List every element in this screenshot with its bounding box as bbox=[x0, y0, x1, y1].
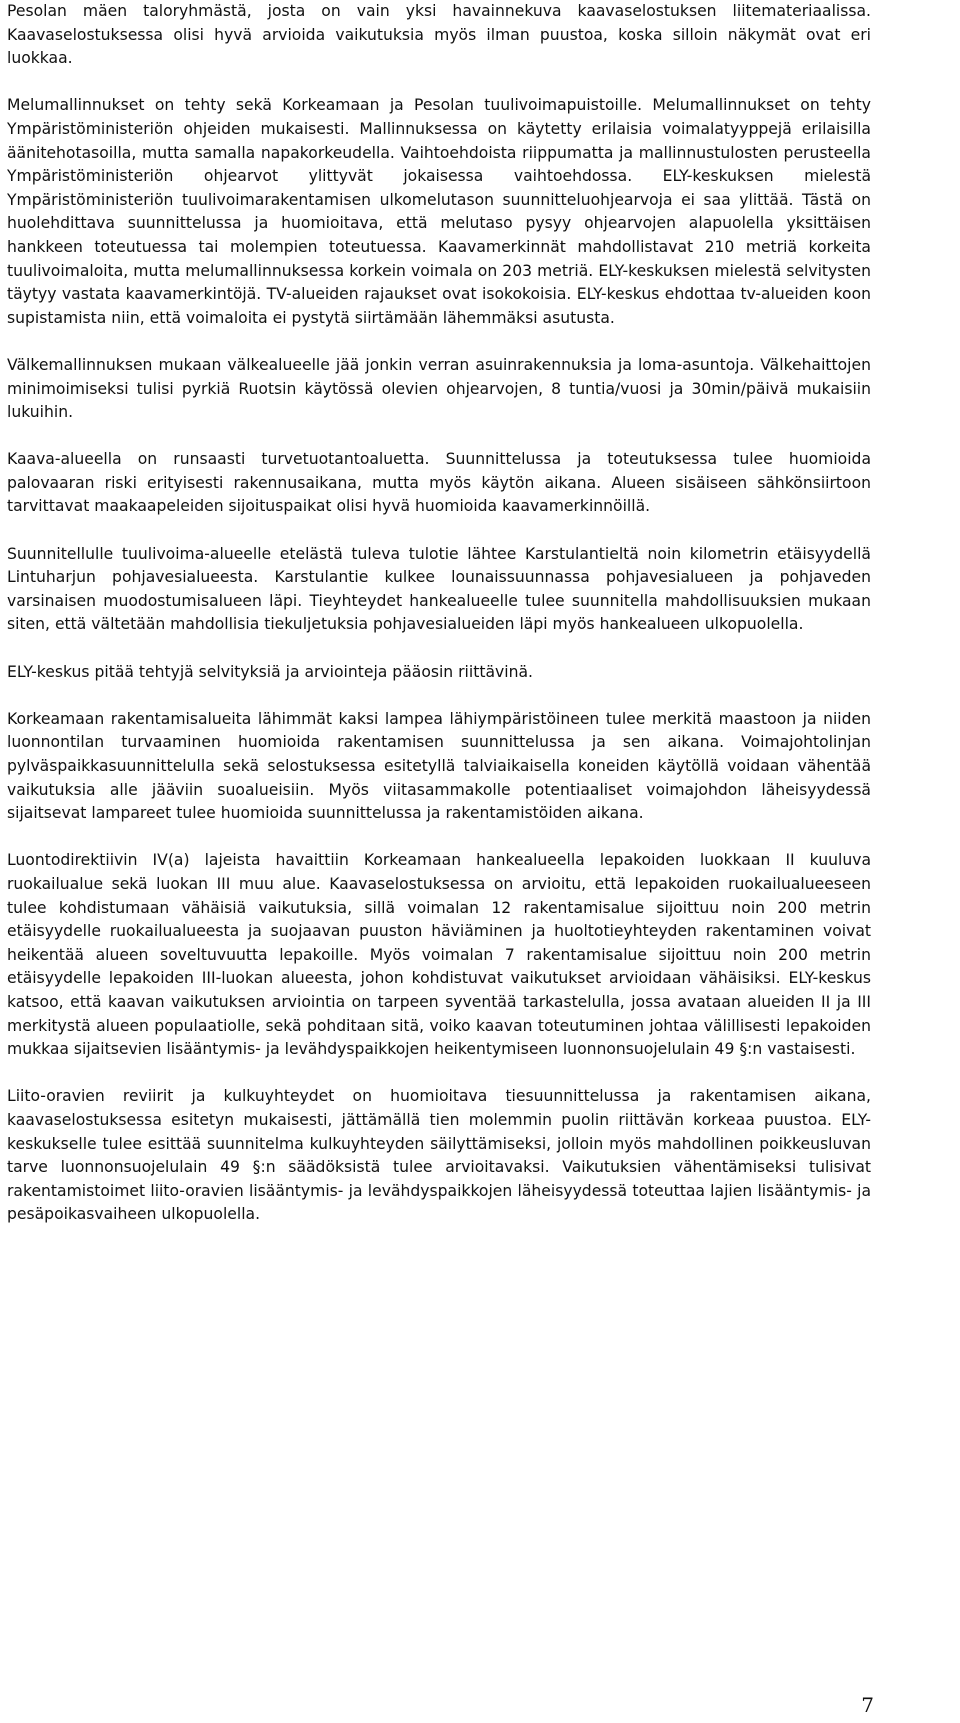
paragraph-groundwater: Suunnitellulle tuulivoima-alueelle etelästä tuleva tulotie lähtee Karstulantieltä noin kilometrin etäisyydellä Lintuharjun pohjavesialueesta. Karstulantie kulkee lounaissuunnassa pohjavesialueen ja pohjaveden varsinaisen muodostumisalueen läpi. Tieyhteydet hankealueelle tulee suunnitella mahdollisuuksien mukaan siten, että vältetään mahdollisia tiekuljetuksia pohjavesialueiden läpi myös hankealueen ulkopuolella. bbox=[7, 544, 871, 634]
paragraph-ponds: Korkeamaan rakentamisalueita lähimmät kaksi lampea lähiympäristöineen tulee merkitä maastoon ja niiden luonnontilan turvaaminen huomioida rakentamisen suunnittelussa ja sen aikana. Voimajohtolinjan pylväspaikkasuunnittelulla sekä selostuksessa esitetyllä talviaikaisella koneiden käytöllä voidaan vähentää vaikutuksia alle jääviin suoalueisiin. Myös viitasammakolle potentiaaliset voimajohdon läheisyydessä sijaitsevat lampareet tulee huomioida suunnittelussa ja rakentamistöiden aikana. bbox=[7, 709, 871, 823]
paragraph-bats: Luontodirektiivin IV(a) lajeista havaittiin Korkeamaan hankealueella lepakoiden luokkaan II kuuluva ruokailualue sekä luokan III muu alue. Kaavaselostuksessa on arvioitu, että lepakoiden ruokailualueeseen tulee kohdistumaan vähäisiä vaikutuksia, sillä voimalan 12 rakentamisalue sijoittuu noin 200 metrin etäisyydelle ruokailualueesta ja suojaavan puuston häviäminen ja huoltotieyhteyden rakentaminen voivat heikentää alueen soveltuvuutta lepakoille. Myös voimalan 7 rakentamisalue sijoittuu noin 200 metrin etäisyydelle lepakoiden III-luokan alueesta, johon kohdistuvat vaikutukset arvioidaan vähäisiksi. ELY-keskus katsoo, että kaavan vaikutuksen arviointia on tarpeen syventää tarkastelulla, jossa avataan alueiden II ja III merkitystä alueen populaatiolle, sekä pohditaan sitä, voiko kaavan toteutuminen johtaa välillisesti lepakoiden mukkaa sijaitsevien lisääntymis- ja levähdyspaikkojen heikentymiseen luonnonsuojelulain 49 §:n vastaisesti. bbox=[7, 851, 871, 1059]
paragraph-landscape: Pesolan mäen taloryhmästä, josta on vain yksi havainnekuva kaavaselostuksen liitemateriaalissa. Kaavaselostuksessa olisi hyvä arvioida vaikutuksia myös ilman puustoa, koska silloin näkymät ovat eri luokkaa. bbox=[7, 2, 871, 68]
paragraph-flying-squirrels: Liito-oravien reviirit ja kulkuyhteydet on huomioitava tiesuunnittelussa ja rakentamisen aikana, kaavaselostuksessa esitetyn mukaisesti, jättämällä tien molemmin puolin riittävän korkeaa puustoa. ELY-keskukselle tulee esittää suunnitelma kulkuyhteyden säilyttämiseksi, jolloin myös mahdollinen poikkeusluvan tarve luonnonsuojelulain 49 §:n säädöksistä tulee arvioitavaksi. Vaikutuksien vähentämiseksi tulisivat rakentamistoimet liito-oravien lisääntymis- ja levähdyspaikkojen läheisyydessä toteuttaa lajien lisääntymis- ja pesäpoikasvaiheen ulkopuolella. bbox=[7, 1087, 871, 1224]
paragraph-surveys: ELY-keskus pitää tehtyjä selvityksiä ja arviointeja pääosin riittävinä. bbox=[7, 662, 533, 681]
paragraph-noise: Melumallinnukset on tehty sekä Korkeamaan ja Pesolan tuulivoimapuistoille. Melumallinnukset on tehty Ympäristöministeriön ohjeiden mukaisesti. Mallinnuksessa on käytetty erilaisia voimalatyyppejä erilaisilla äänitehotasoilla, mutta samalla napakorkeudella. Vaihtoehdoista riippumatta ja mallinnustulosten perusteella Ympäristöministeriön ohjearvot ylittyvät jokaisessa vaihtoehdossa. ELY-keskuksen mielestä Ympäristöministeriön tuulivoimarakentamisen ulkomelutason suunnitteluohjearvoja ei saa ylittää. Tästä on huolehdittava suunnittelussa ja huomioitava, että melutaso pysyy ohjearvojen alapuolella yksittäisen hankkeen toteutuessa tai molempien toteutuessa. Kaavamerkinnät mahdollistavat 210 metriä korkeita tuulivoimaloita, mutta melumallinnuksessa korkein voimala on 203 metriä. ELY-keskuksen mielestä selvitysten täytyy vastata kaavamerkintöjä. TV-alueiden rajaukset ovat isokokoisia. ELY-keskus ehdottaa tv-alueiden koon supistamista niin, että voimaloita ei pystytä siirtämään lähemmäksi asutusta. bbox=[7, 96, 871, 327]
paragraph-flicker: Välkemallinnuksen mukaan välkealueelle jää jonkin verran asuinrakennuksia ja loma-asuntoja. Välkehaittojen minimoimiseksi tulisi pyrkiä Ruotsin käytössä olevien ohjearvojen, 8 tuntia/vuosi ja 30min/päivä mukaisiin lukuihin. bbox=[7, 355, 871, 422]
paragraph-peat: Kaava-alueella on runsaasti turvetuotantoaluetta. Suunnittelussa ja toteutuksessa tulee huomioida palovaaran riski erityisesti rakennusaikana, mutta myös käytön aikana. Alueen sisäiseen sähkönsiirtoon tarvittavat maakaapeleiden sijoituspaikat olisi hyvä huomioida kaavamerkinnöillä. bbox=[7, 450, 871, 516]
document-body bbox=[7, 0, 871, 1250]
page-number: 7 bbox=[861, 1693, 874, 1717]
